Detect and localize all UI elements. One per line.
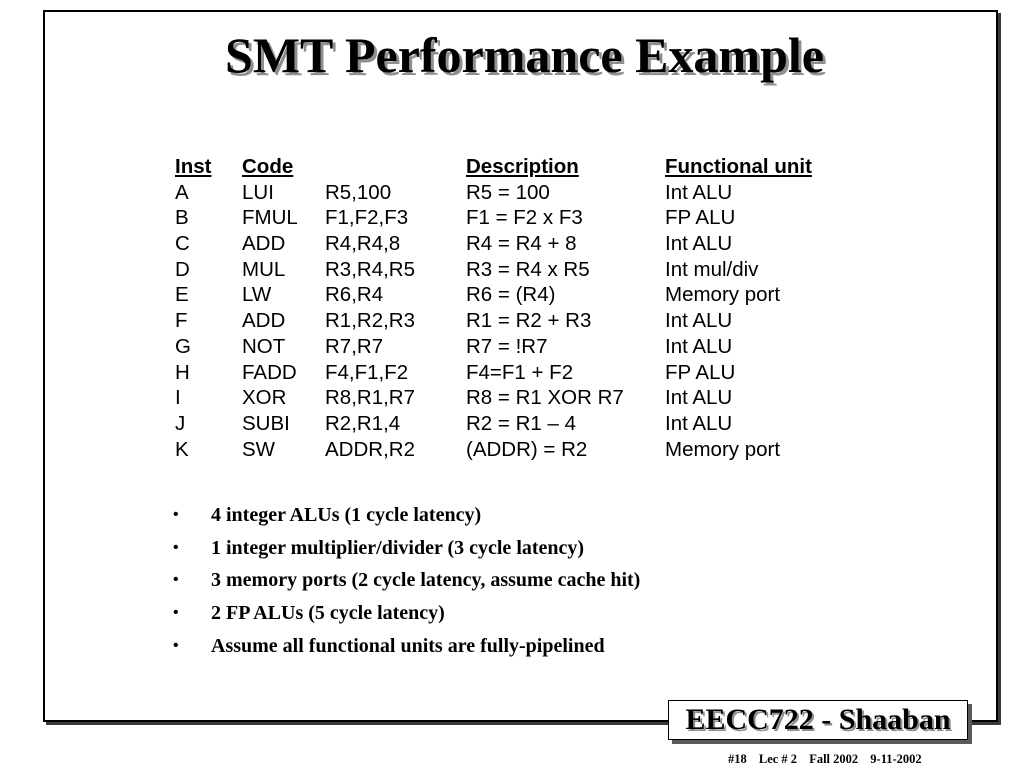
inst-cell: A xyxy=(175,180,189,204)
bullet-text: 3 memory ports (2 cycle latency, assume cache hit) xyxy=(211,569,641,592)
inst-cell: I xyxy=(175,386,181,410)
functional-unit-cell: Int ALU xyxy=(665,232,733,256)
inst-cell: C xyxy=(175,232,190,256)
bullet-dot-icon: • xyxy=(173,636,179,654)
table-header-row xyxy=(175,154,875,180)
description-cell: R7 = !R7 xyxy=(466,334,548,358)
bullet-text: Assume all functional units are fully-pipelined xyxy=(211,634,605,657)
bullet-dot-icon: • xyxy=(173,506,179,523)
description-cell: F1 = F2 x F3 xyxy=(466,206,583,230)
bullet-item xyxy=(170,597,790,630)
term: Fall 2002 xyxy=(809,752,859,766)
header-code: Code xyxy=(242,155,294,178)
functional-unit-cell: Int ALU xyxy=(665,386,733,410)
functional-unit-cell: Int ALU xyxy=(665,309,733,333)
table-row xyxy=(175,231,875,257)
inst-cell: F xyxy=(175,309,188,333)
opcode-cell: SUBI xyxy=(242,411,290,435)
inst-cell: J xyxy=(175,411,186,435)
functional-unit-cell: FP ALU xyxy=(665,360,736,384)
table-row xyxy=(175,257,875,283)
description-cell: R3 = R4 x R5 xyxy=(466,257,590,281)
inst-cell: E xyxy=(175,283,189,307)
functional-unit-cell: Int ALU xyxy=(665,334,733,358)
functional-unit-cell: FP ALU xyxy=(665,206,736,230)
slide-title: SMT Performance Example xyxy=(225,27,824,83)
operands-cell: F4,F1,F2 xyxy=(325,360,409,384)
operands-cell: R5,100 xyxy=(325,180,392,204)
opcode-cell: FADD xyxy=(242,360,297,384)
opcode-cell: NOT xyxy=(242,334,286,358)
slide-footer xyxy=(728,752,922,767)
operands-cell: F1,F2,F3 xyxy=(325,206,409,230)
description-cell: F4=F1 + F2 xyxy=(466,360,574,384)
bullet-text: 4 integer ALUs (1 cycle latency) xyxy=(211,504,482,526)
table-row xyxy=(175,360,875,386)
header-inst: Inst xyxy=(175,155,212,178)
bullet-text: 2 FP ALUs (5 cycle latency) xyxy=(211,602,445,625)
functional-unit-cell: Int mul/div xyxy=(665,257,759,281)
description-cell: R2 = R1 – 4 xyxy=(466,411,576,435)
bullet-item xyxy=(170,532,790,565)
bullet-dot-icon: • xyxy=(173,538,179,556)
header-functional-unit: Functional unit xyxy=(665,155,812,178)
opcode-cell: LW xyxy=(242,283,272,307)
description-cell: R5 = 100 xyxy=(466,180,550,204)
bullet-list xyxy=(170,499,790,662)
description-cell: (ADDR) = R2 xyxy=(466,437,588,461)
opcode-cell: ADD xyxy=(242,232,286,256)
opcode-cell: SW xyxy=(242,437,276,461)
description-cell: R4 = R4 + 8 xyxy=(466,232,577,256)
inst-cell: K xyxy=(175,437,189,461)
table-row xyxy=(175,334,875,360)
table-row xyxy=(175,411,875,437)
table-row xyxy=(175,385,875,411)
lecture-number: Lec # 2 xyxy=(758,752,798,766)
functional-unit-cell: Memory port xyxy=(665,283,781,307)
operands-cell: ADDR,R2 xyxy=(325,437,415,461)
opcode-cell: MUL xyxy=(242,257,286,281)
operands-cell: R6,R4 xyxy=(325,283,384,307)
description-cell: R6 = (R4) xyxy=(466,283,556,307)
opcode-cell: ADD xyxy=(242,309,286,333)
table-row xyxy=(175,437,875,463)
inst-cell: G xyxy=(175,334,191,358)
functional-unit-cell: Memory port xyxy=(665,437,781,461)
bullet-item xyxy=(170,564,790,597)
bullet-item xyxy=(170,499,790,532)
functional-unit-cell: Int ALU xyxy=(665,180,733,204)
lecture-date: 9-11-2002 xyxy=(870,752,922,766)
description-cell: R8 = R1 XOR R7 xyxy=(466,386,624,410)
instruction-table xyxy=(175,154,875,462)
opcode-cell: XOR xyxy=(242,386,287,410)
inst-cell: D xyxy=(175,257,190,281)
description-cell: R1 = R2 + R3 xyxy=(466,309,592,333)
header-description: Description xyxy=(466,155,579,178)
bullet-dot-icon: • xyxy=(173,604,179,622)
bullet-item xyxy=(170,630,790,663)
operands-cell: R3,R4,R5 xyxy=(325,257,416,281)
bullet-text: 1 integer multiplier/divider (3 cycle latency) xyxy=(211,536,585,559)
table-row xyxy=(175,308,875,334)
table-row xyxy=(175,282,875,308)
opcode-cell: FMUL xyxy=(242,206,298,230)
inst-cell: B xyxy=(175,206,189,230)
operands-cell: R7,R7 xyxy=(325,334,384,358)
bullet-dot-icon: • xyxy=(173,571,179,589)
inst-cell: H xyxy=(175,360,190,384)
operands-cell: R4,R4,8 xyxy=(325,232,401,256)
slide-number: #18 xyxy=(728,752,747,766)
functional-unit-cell: Int ALU xyxy=(665,411,733,435)
table-row xyxy=(175,205,875,231)
operands-cell: R2,R1,4 xyxy=(325,411,401,435)
course-badge: EECC722 - Shaaban xyxy=(668,700,968,740)
operands-cell: R8,R1,R7 xyxy=(325,386,416,410)
operands-cell: R1,R2,R3 xyxy=(325,309,416,333)
opcode-cell: LUI xyxy=(242,180,274,204)
table-row xyxy=(175,180,875,206)
